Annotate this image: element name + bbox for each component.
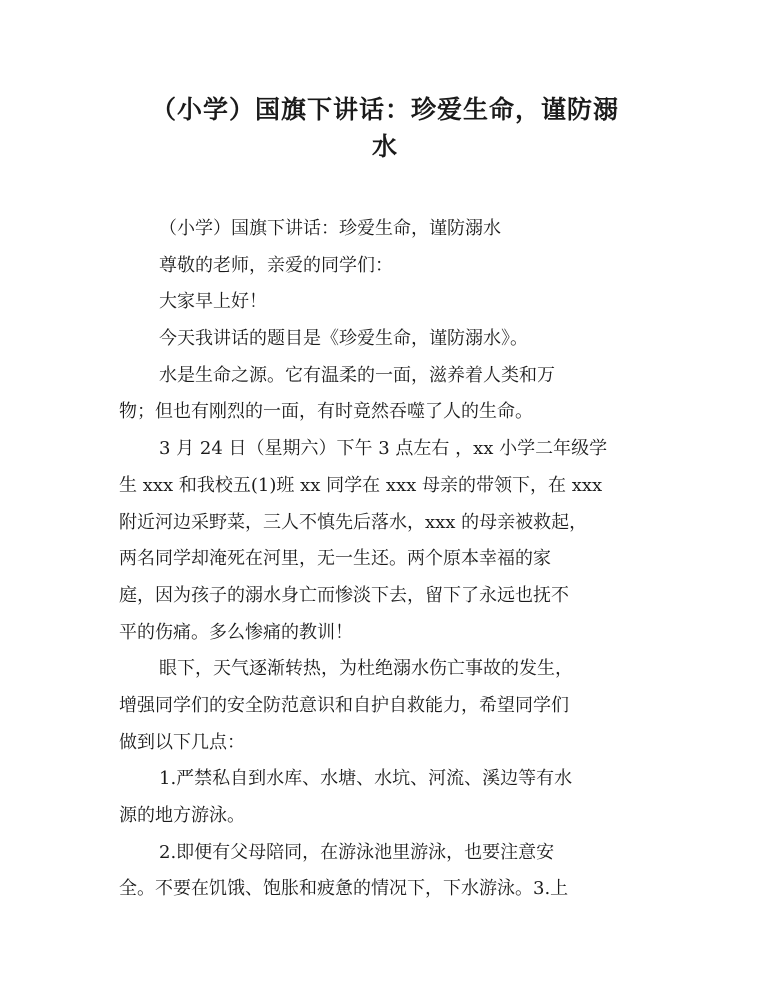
paragraph-line: 2.即便有父母陪同，在游泳池里游泳，也要注意安 (159, 841, 555, 863)
paragraph-line: 庭，因为孩子的溺水身亡而惨淡下去，留下了永远也抚不 (119, 584, 569, 606)
document-title (110, 88, 660, 161)
paragraph-line: （小学）国旗下讲话：珍爱生命，谨防溺水 (159, 218, 501, 239)
paragraph-line: 眼下，天气逐渐转热，为杜绝溺水伤亡事故的发生， (159, 658, 573, 680)
paragraph-line: 源的地方游泳。 (119, 805, 245, 826)
paragraph-line: 增强同学们的安全防范意识和自护自救能力，希望同学们 (119, 694, 569, 716)
paragraph-line: 1.严禁私自到水库、水塘、水坑、河流、溪边等有水 (159, 768, 573, 790)
paragraph-line: 平的伤痛。多么惨痛的教训！ (119, 621, 353, 643)
paragraph-line: 物；但也有刚烈的一面，有时竟然吞噬了人的生命。 (119, 401, 533, 423)
paragraph-line: 尊敬的老师，亲爱的同学们： (159, 254, 393, 276)
document-body (119, 211, 659, 908)
paragraph-line: 水是生命之源。它有温柔的一面，滋养着人类和万 (159, 364, 555, 386)
paragraph-line: 今天我讲话的题目是《珍爱生命，谨防溺水》。 (159, 328, 528, 350)
paragraph-line: 两名同学却淹死在河里，无一生还。两个原本幸福的家 (119, 548, 551, 570)
paragraph-line: 3 月 24 日（星期六）下午 3 点左右 ，xx 小学二年级学 (159, 438, 608, 460)
paragraph-line: 附近河边采野菜，三人不慎先后落水，xxx 的母亲被救起， (119, 511, 588, 533)
paragraph-line: 大家早上好！ (159, 291, 267, 313)
paragraph-line: 全。不要在饥饿、饱胀和疲惫的情况下，下水游泳。3.上 (119, 878, 569, 900)
paragraph-line: 做到以下几点： (119, 731, 245, 753)
paragraph-line: 生 xxx 和我校五(1)班 xx 同学在 xxx 母亲的带领下，在 xxx (119, 474, 603, 496)
title-line-1: （小学）国旗下讲话：珍爱生命，谨防溺 (150, 95, 619, 124)
title-line-2: 水 (371, 131, 398, 161)
